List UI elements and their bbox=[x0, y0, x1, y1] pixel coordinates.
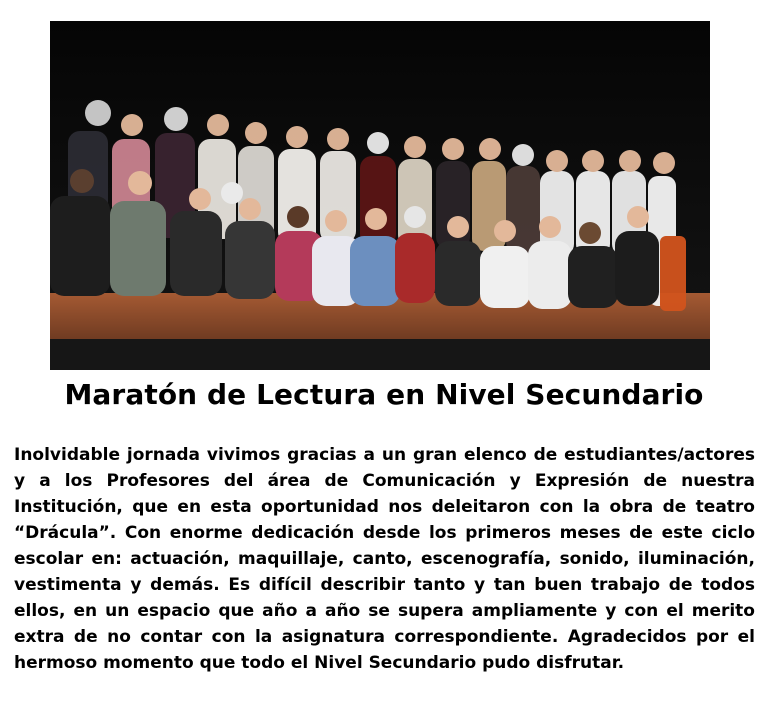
group-photo-stage-icon bbox=[50, 21, 710, 370]
article-title: Maratón de Lectura en Nivel Secundario bbox=[64, 378, 704, 411]
article-photo bbox=[50, 21, 710, 370]
article-body: Inolvidable jornada vivimos gracias a un gran elenco de estudiantes/actores y a los Profesores del área de Comunicación y Expresión de nuestra Institución, que en esta oportunidad nos deleitaron con la obra de teatro “Drácula”. Con enorme dedicación desde los primeros meses de este ciclo escolar en: actuación, maquillaje, canto, escenografía, sonido, iluminación, vestimenta y demás. Es difícil describir tanto y tan buen trabajo de todos ellos, en un espacio que año a año se supera ampliamente y con el merito extra de no contar con la asignatura correspondiente. Agradecidos por el hermoso momento que todo el Nivel Secundario pudo disfrutar. bbox=[14, 445, 755, 673]
